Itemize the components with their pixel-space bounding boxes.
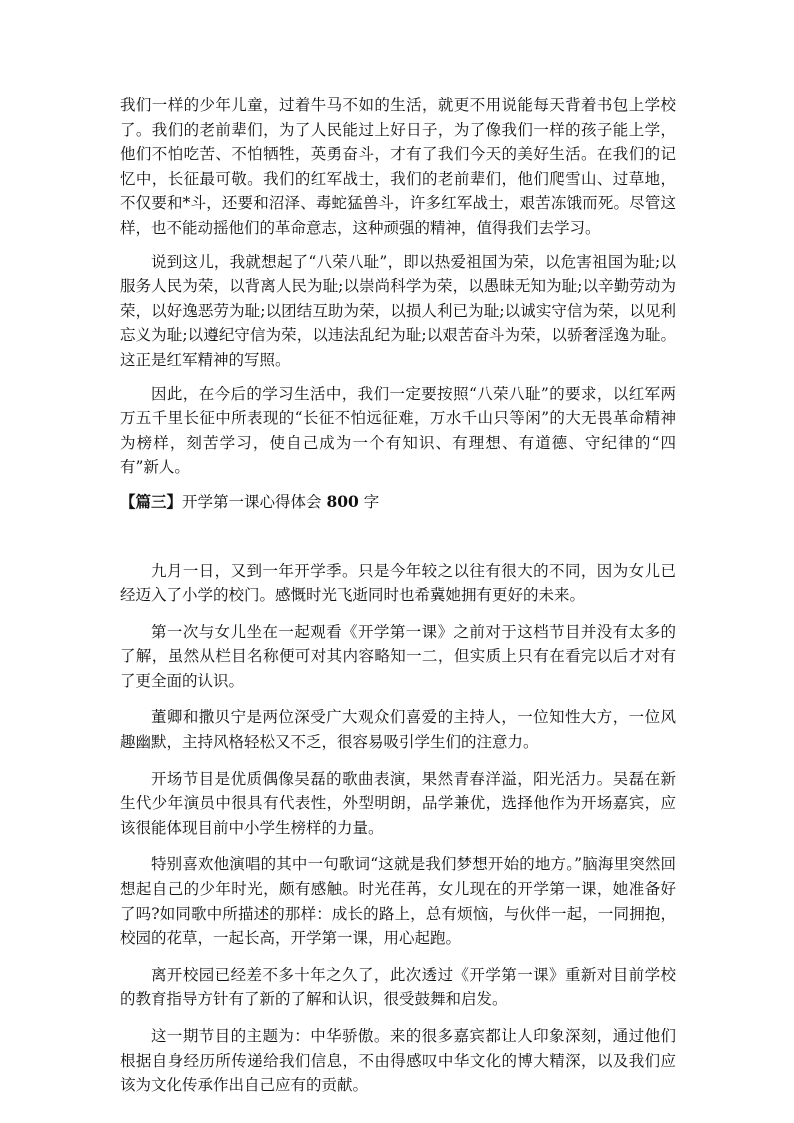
blank-line — [120, 515, 676, 559]
paragraph-continued: 我们一样的少年儿童，过着牛马不如的生活，就更不用说能每天背着书包上学校了。我们的老前辈们，为了人民能过上好日子，为了像我们一样的孩子能上学，他们不怕吃苦、不怕牺牲，英勇奋斗，才有了我们今天的美好生活。在我们的记忆中，长征最可敬。我们的红军战士，我们的老前辈们，他们爬雪山、过草地，不仅要和*斗，还要和沼泽、毒蛇猛兽斗，许多红军战士，艰苦冻饿而死。尽管这样，也不能动摇他们的革命意志，这种顽强的精神，值得我们去学习。 — [120, 96, 676, 237]
section-heading-number: 800 — [326, 491, 359, 511]
section-heading-prefix: 【篇三】 — [120, 491, 183, 511]
document-page — [120, 93, 676, 1098]
paragraph-first-watch: 第一次与女儿坐在一起观看《开学第一课》之前对于这档节目并没有太多的了解，虽然从栏目名称便可对其内容略知一二，但实质上只有在看完以后才对有了更全面的认识。 — [120, 622, 676, 690]
section-heading-suffix: 字 — [363, 492, 380, 511]
section-heading — [120, 490, 676, 515]
paragraph-honor-shame: 说到这儿，我就想起了“八荣八耻”，即以热爱祖国为荣，以危害祖国为耻;以服务人民为荣，以背离人民为耻;以崇尚科学为荣，以愚昧无知为耻;以辛勤劳动为荣，以好逸恶劳为耻;以团结互助为荣，以损人利已为耻;以诚实守信为荣，以见利忘义为耻;以遵纪守信为荣，以违法乱纪为耻;以艰苦奋斗为荣，以骄奢淫逸为耻。这正是红军精神的写照。 — [120, 252, 676, 369]
paragraph-conclusion: 因此，在今后的学习生活中，我们一定要按照“八荣八耻”的要求，以红军两万五千里长征中所表现的“长征不怕远征难，万水千山只等闲”的大无畏革命精神为榜样，刻苦学习，使自己成为一个有知识、有理想、有道德、守纪律的“四有”新人。 — [120, 384, 676, 477]
paragraph-opening-show: 开场节目是优质偶像吴磊的歌曲表演，果然青春洋溢，阳光活力。吴磊在新生代少年演员中很具有代表性，外型明朗，品学兼优，选择他作为开场嘉宾，应该很能体现目前中小学生榜样的力量。 — [120, 769, 676, 837]
paragraph-theme: 这一期节目的主题为：中华骄傲。来的很多嘉宾都让人印象深刻，通过他们根据自身经历所传递给我们信息，不由得感叹中华文化的博大精深，以及我们应该为文化传承作出自己应有的贡献。 — [120, 1027, 676, 1095]
paragraph-leaving-campus: 离开校园已经差不多十年之久了，此次透过《开学第一课》重新对目前学校的教育指导方针有了新的了解和认识，很受鼓舞和启发。 — [120, 965, 676, 1009]
paragraph-song-lyric: 特别喜欢他演唱的其中一句歌词“这就是我们梦想开始的地方。”脑海里突然回想起自己的少年时光，颇有感触。时光荏苒，女儿现在的开学第一课，她准备好了吗?如同歌中所描述的那样：成长的路上，总有烦恼，与伙伴一起，一同拥抱，校园的花草，一起长高，开学第一课，用心起跑。 — [120, 855, 676, 948]
section-heading-title: 开学第一课心得体会 — [182, 492, 322, 511]
paragraph-school-start: 九月一日，又到一年开学季。只是今年较之以往有很大的不同，因为女儿已经迈入了小学的校门。感慨时光飞逝同时也希冀她拥有更好的未来。 — [120, 561, 676, 605]
paragraph-hosts: 董卿和撒贝宁是两位深受广大观众们喜爱的主持人，一位知性大方，一位风趣幽默，主持风格轻松又不乏，很容易吸引学生们的注意力。 — [120, 708, 676, 752]
